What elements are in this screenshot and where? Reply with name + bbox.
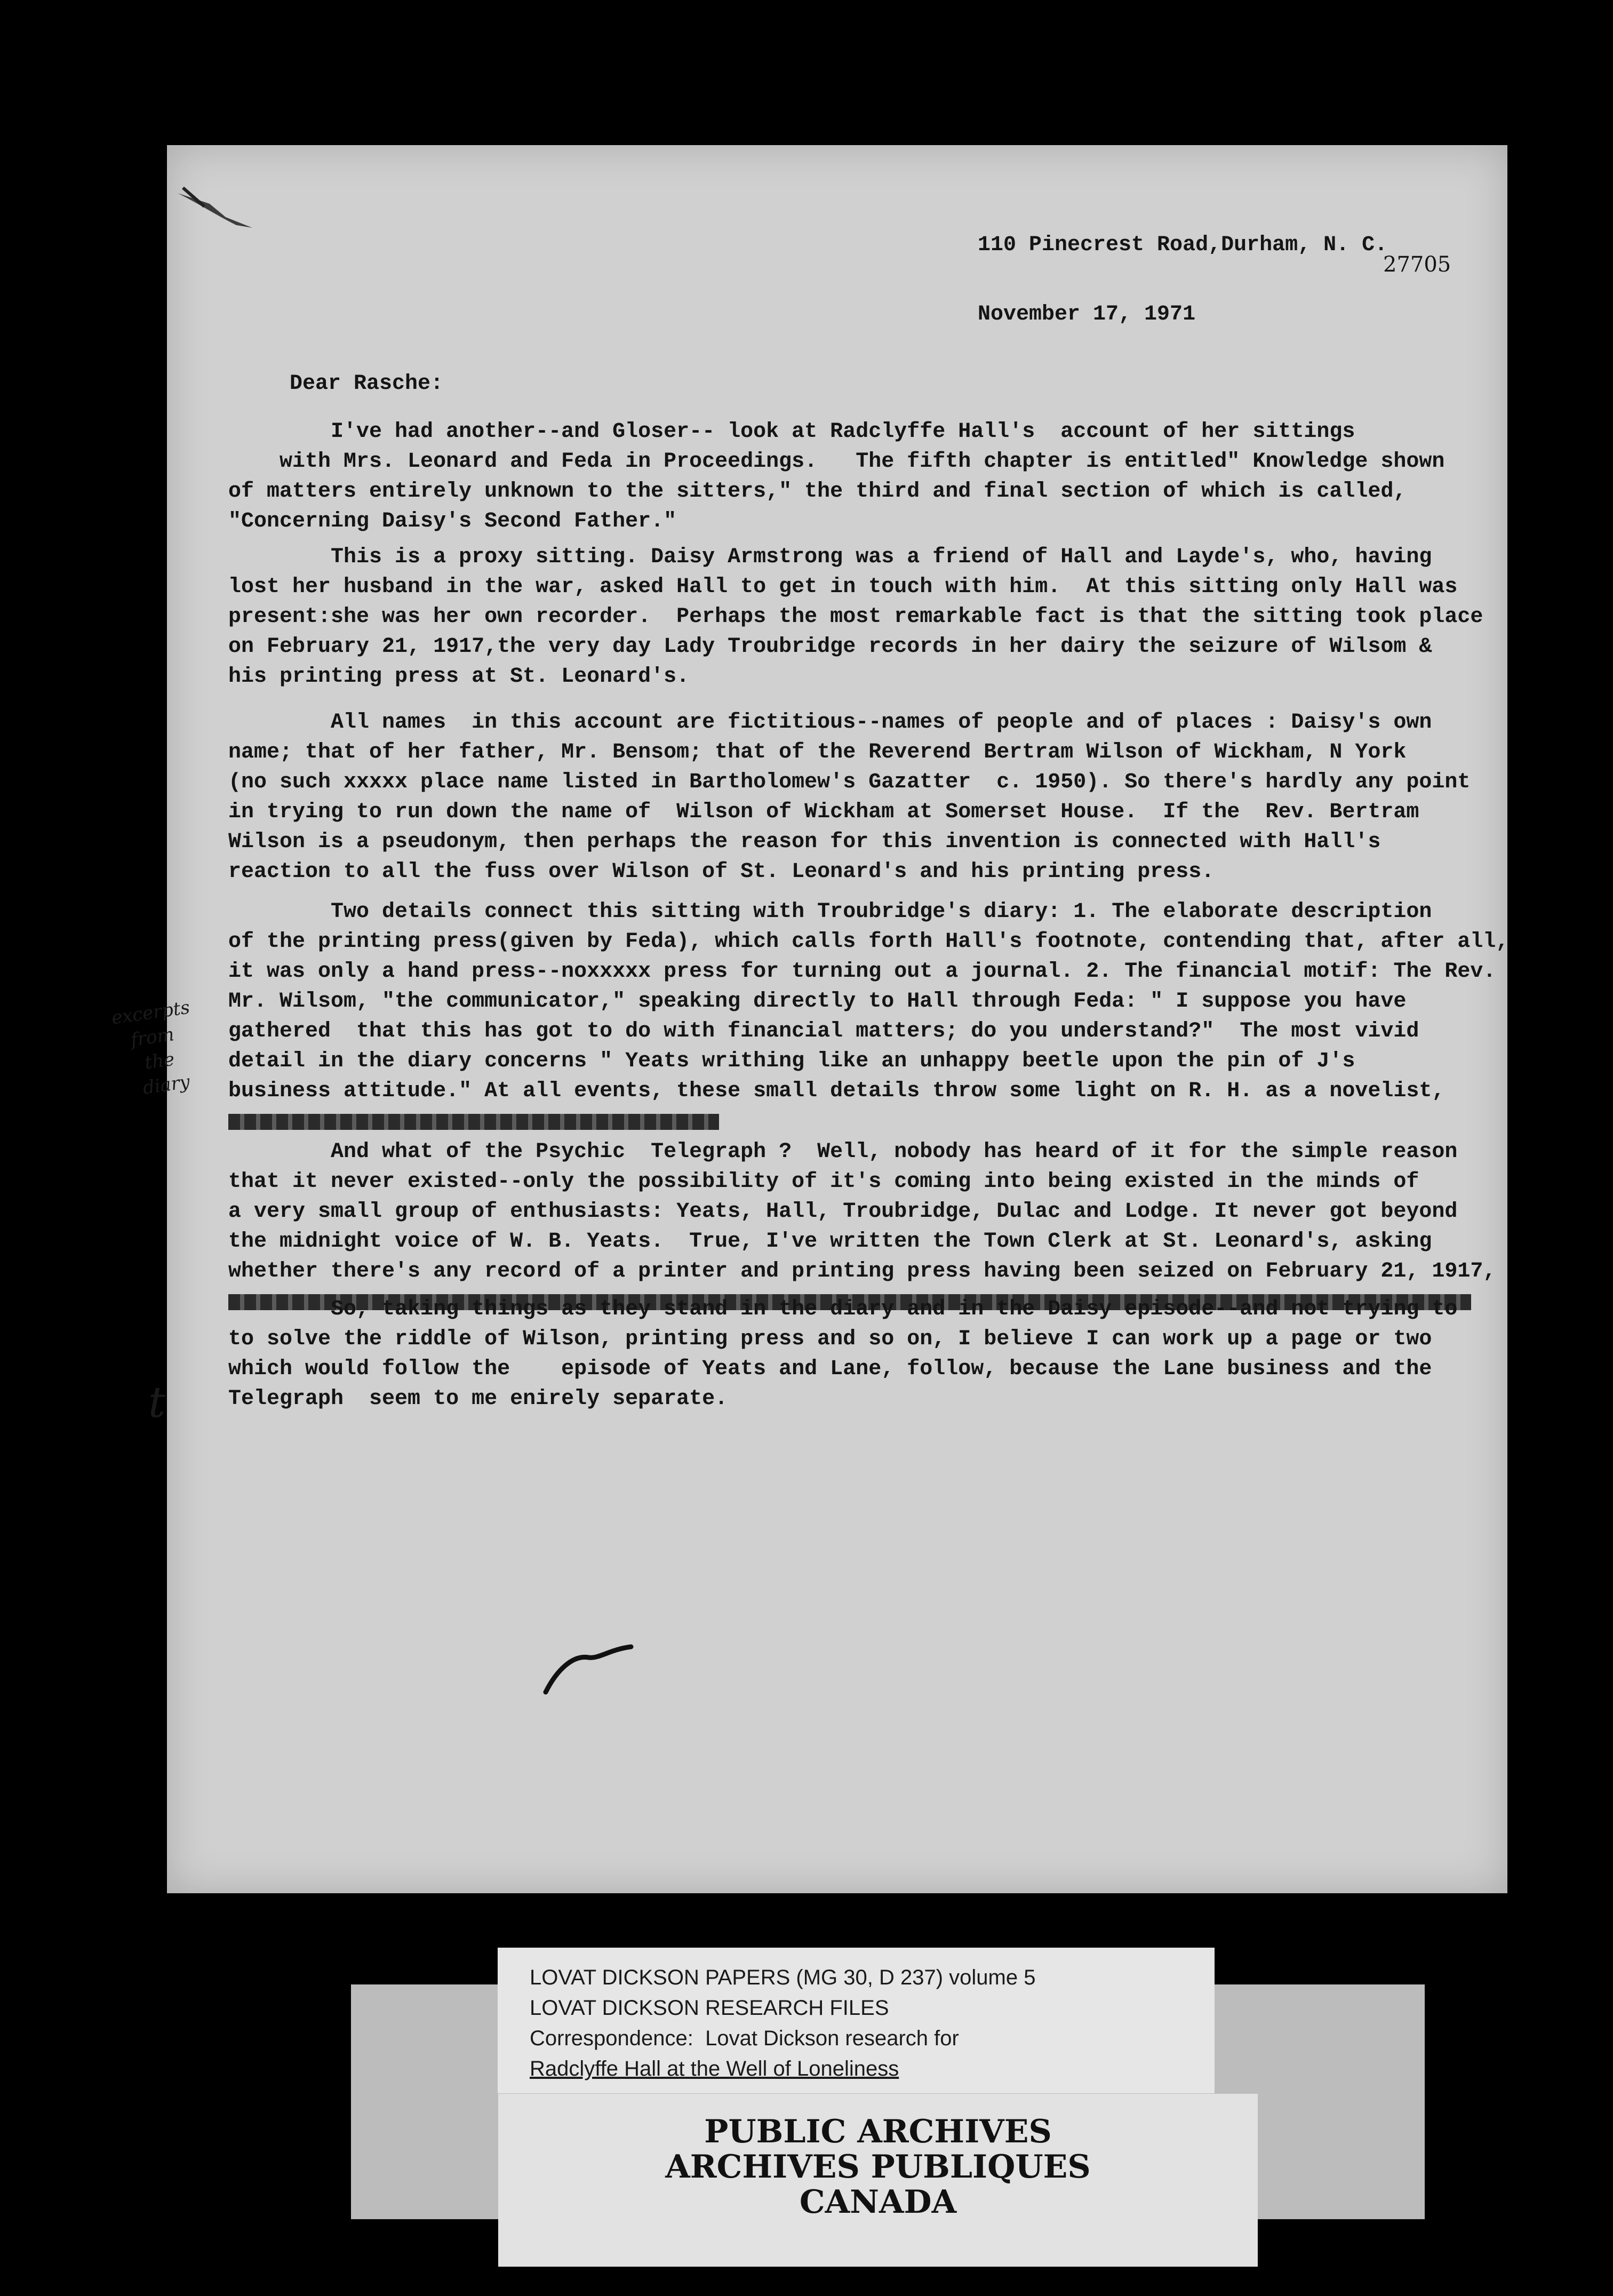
paragraph-6 xyxy=(228,1295,1457,1414)
paragraph-line: that it never existed--only the possibility of it's coming into being existed in the minds of xyxy=(228,1170,1419,1194)
paragraph-4 xyxy=(228,897,1508,1130)
archive-label-line: Radclyffe Hall at the Well of Loneliness xyxy=(530,2057,899,2080)
paragraph-line: with Mrs. Leonard and Feda in Proceedings. The fifth chapter is entitled" Knowledge shown xyxy=(228,450,1445,474)
archive-stamp-line: ARCHIVES PUBLIQUES xyxy=(665,2148,1091,2186)
paragraph-3 xyxy=(228,708,1470,887)
paragraph-line: Wilson is a pseudonym, then perhaps the reason for this invention is connected with Hall's xyxy=(228,830,1381,854)
archive-label-line: LOVAT DICKSON RESEARCH FILES xyxy=(530,1996,889,2020)
paragraph-line: This is a proxy sitting. Daisy Armstrong was a friend of Hall and Layde's, who, having xyxy=(228,545,1432,569)
archive-label-line: Correspondence: Lovat Dickson research for xyxy=(530,2027,959,2050)
margin-note xyxy=(110,992,224,1104)
paragraph-line: And what of the Psychic Telegraph ? Well, nobody has heard of it for the simple reason xyxy=(228,1140,1458,1164)
paragraph-line: detail in the diary concerns " Yeats writhing like an unhappy beetle upon the pin of J's xyxy=(228,1049,1355,1073)
paragraph-line: business attitude." At all events, these small details throw some light on R. H. as a novelist, xyxy=(228,1079,1445,1103)
paragraph-line: Two details connect this sitting with Troubridge's diary: 1. The elaborate description xyxy=(228,900,1432,924)
ink-squiggle xyxy=(540,1639,636,1697)
paragraph-5 xyxy=(228,1137,1496,1310)
paragraph-line: his printing press at St. Leonard's. xyxy=(228,665,690,689)
margin-note-line: from xyxy=(129,1024,175,1051)
margin-mark: t xyxy=(148,1377,166,1427)
paragraph-line: present:she was her own recorder. Perhaps the most remarkable fact is that the sitting took place xyxy=(228,605,1483,629)
letter-sheet xyxy=(110,145,1509,1893)
paragraph-line: reaction to all the fuss over Wilson of St. Leonard's and his printing press. xyxy=(228,860,1215,884)
paragraph-line: the midnight voice of W. B. Yeats. True, I've written the Town Clerk at St. Leonard's, asking xyxy=(228,1230,1432,1254)
paragraph-line: name; that of her father, Mr. Bensom; that of the Reverend Bertram Wilson of Wickham, N York xyxy=(228,740,1407,764)
struck-out-line xyxy=(228,1114,719,1130)
archive-stamp xyxy=(498,2094,1258,2267)
paragraph-line: whether there's any record of a printer and printing press having been seized on February 21, 1917, xyxy=(228,1259,1496,1283)
paragraph-line: it was only a hand press--noxxxxx press for turning out a journal. 2. The financial motif: The Rev. xyxy=(228,960,1496,984)
salutation: Dear Rasche: xyxy=(290,372,444,396)
paragraph-line: which would follow the episode of Yeats and Lane, follow, because the Lane business and the xyxy=(228,1357,1432,1381)
paragraph-line: Telegraph seem to me enirely separate. xyxy=(228,1387,728,1411)
paragraph-line: "Concerning Daisy's Second Father." xyxy=(228,509,677,533)
margin-note-line: excerpts xyxy=(110,996,191,1029)
archive-label-line: LOVAT DICKSON PAPERS (MG 30, D 237) volume 5 xyxy=(530,1966,1036,1989)
paragraph-line: a very small group of enthusiasts: Yeats, Hall, Troubridge, Dulac and Lodge. It never got beyond xyxy=(228,1200,1458,1224)
paragraph-line: in trying to run down the name of Wilson of Wickham at Somerset House. If the Rev. Bertram xyxy=(228,800,1419,824)
paragraph-line: So, taking things as they stand in the diary and in the Daisy episode--and not trying to xyxy=(228,1297,1458,1321)
paragraph-line: gathered that this has got to do with financial matters; do you understand?" The most vivid xyxy=(228,1019,1419,1043)
paragraph-line: I've had another--and Gloser-- look at Radclyffe Hall's account of her sittings xyxy=(228,420,1355,444)
paragraph-line: lost her husband in the war, asked Hall to get in touch with him. At this sitting only Hall was xyxy=(228,575,1458,599)
paragraph-line: (no such xxxxx place name listed in Bartholomew's Gazatter c. 1950). So there's hardly any point xyxy=(228,770,1471,794)
paragraph-2 xyxy=(228,543,1483,692)
sender-zip: 27705 xyxy=(1383,252,1451,277)
paragraph-line: on February 21, 1917,the very day Lady Troubridge records in her dairy the seizure of Wilsom & xyxy=(228,635,1432,659)
sender-address: 110 Pinecrest Road,Durham, N. C. xyxy=(978,233,1388,257)
archive-label xyxy=(498,1948,1215,2093)
paragraph-line: of the printing press(given by Feda), which calls forth Hall's footnote, contending that, after all, xyxy=(228,930,1509,954)
archive-stamp-line: CANADA xyxy=(799,2183,957,2221)
ink-scribble-top-left xyxy=(167,166,284,241)
archive-stamp-line: PUBLIC ARCHIVES xyxy=(704,2113,1052,2150)
margin-note-line: diary xyxy=(141,1071,191,1099)
paragraph-1 xyxy=(228,417,1444,537)
paragraph-line: of matters entirely unknown to the sitters," the third and final section of which is called, xyxy=(228,480,1407,504)
paragraph-line: to solve the riddle of Wilson, printing press and so on, I believe I can work up a page or two xyxy=(228,1327,1432,1351)
paragraph-line: Mr. Wilsom, "the communicator," speaking directly to Hall through Feda: " I suppose you have xyxy=(228,990,1407,1014)
margin-note-line: the xyxy=(143,1048,176,1074)
letter-date: November 17, 1971 xyxy=(978,302,1196,326)
paragraph-line: All names in this account are fictitious--names of people and of places : Daisy's own xyxy=(228,711,1432,735)
